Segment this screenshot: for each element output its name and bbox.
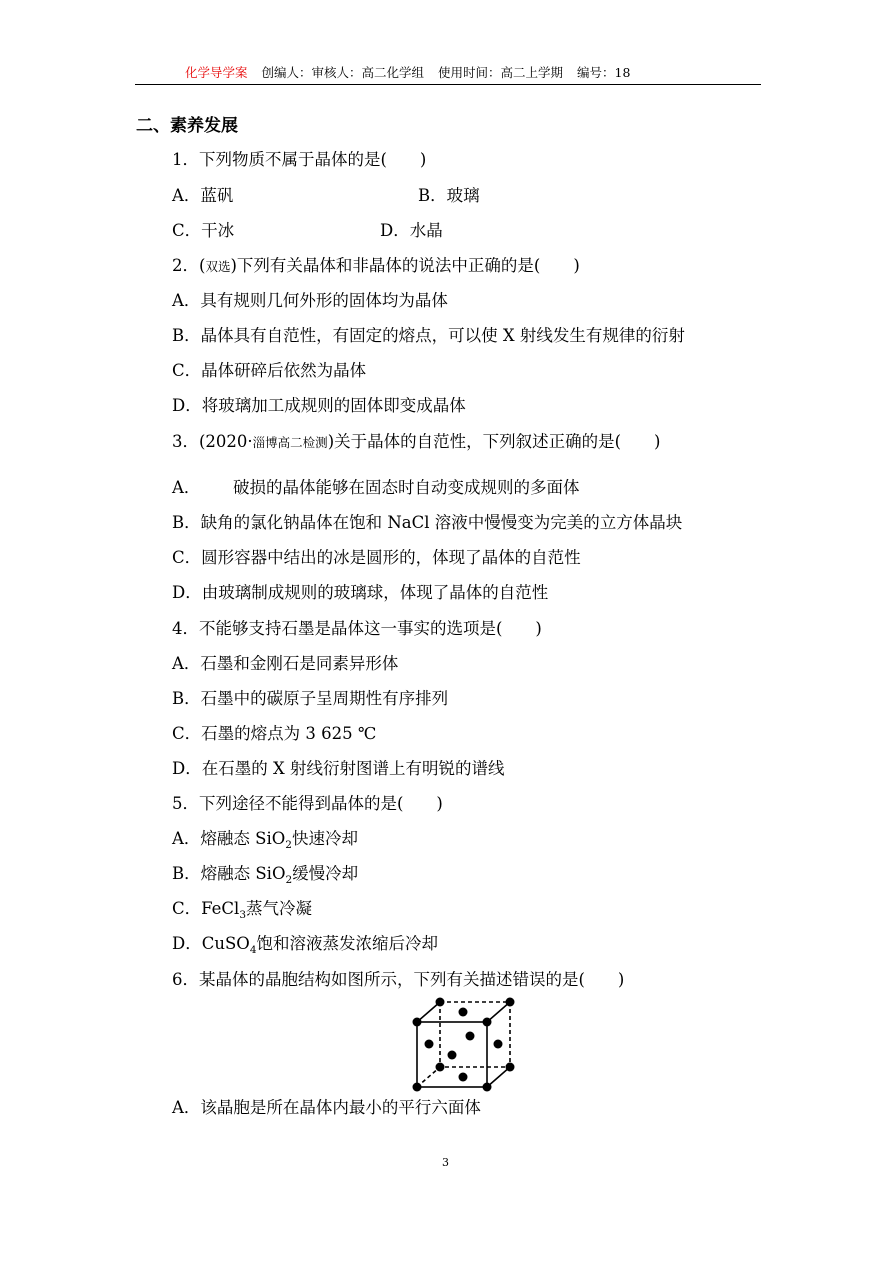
q5-b-rest: 缓慢冷却 — [292, 864, 359, 883]
atom-face-top — [459, 1008, 468, 1017]
q1-option-a: A．蓝矾 — [172, 186, 234, 205]
q5-a-rest: 快速冷却 — [291, 829, 358, 848]
q4-option-c: C．石墨的熔点为 3 625 ℃ — [172, 724, 377, 743]
section-title: 二、素养发展 — [136, 116, 238, 136]
q5-a-subscript: 2 — [285, 839, 292, 851]
atom-corner — [413, 1083, 422, 1092]
q3-option-d: D．由玻璃制成规则的玻璃球，体现了晶体的自范性 — [172, 583, 549, 602]
q3-text: )关于晶体的自范性，下列叙述正确的是( ) — [327, 432, 661, 451]
q4-option-a: A．石墨和金刚石是同素异形体 — [172, 654, 399, 673]
q2-tag: 双选 — [205, 259, 231, 274]
crystal-cell-diagram — [405, 992, 525, 1092]
header-title: 化学导学案 — [185, 65, 248, 80]
q5-option-c — [172, 898, 312, 920]
atom-face-bottom — [459, 1073, 468, 1082]
q3-number: 3．(2020· — [172, 432, 253, 451]
q5-option-b — [172, 863, 358, 885]
q1-option-c: C．干冰 — [172, 221, 235, 240]
cube-edge-tl — [417, 1002, 440, 1022]
atom-face-back — [466, 1032, 475, 1041]
q2-option-d: D．将玻璃加工成规则的固体即变成晶体 — [172, 396, 466, 415]
q2-option-b: B．晶体具有自范性，有固定的熔点，可以使 X 射线发生有规律的衍射 — [172, 326, 685, 345]
q5-d-rest: 饱和溶液蒸发浓缩后冷却 — [256, 934, 438, 953]
q3-option-b: B．缺角的氯化钠晶体在饱和 NaCl 溶液中慢慢变为完美的立方体晶块 — [172, 513, 683, 532]
q5-d-text: D．CuSO — [172, 934, 250, 953]
q5-a-text: A．熔融态 SiO — [172, 829, 286, 848]
q5-c-subscript: 3 — [239, 909, 247, 921]
q1-option-b: B．玻璃 — [418, 186, 480, 205]
q5-b-text: B．熔融态 SiO — [172, 864, 286, 883]
q6-stem: 6．某晶体的晶胞结构如图所示，下列有关描述错误的是( ) — [172, 970, 625, 989]
q1-option-d: D．水晶 — [380, 221, 443, 240]
atom-corner — [483, 1083, 492, 1092]
q5-option-a — [172, 828, 358, 850]
q3-stem — [172, 431, 661, 454]
q4-option-b: B．石墨中的碳原子呈周期性有序排列 — [172, 689, 449, 708]
q5-d-subscript: 4 — [249, 944, 257, 956]
cube-edge-bl — [417, 1067, 440, 1087]
atom-face-right — [494, 1040, 503, 1049]
cube-edge-br — [487, 1067, 510, 1087]
q4-stem: 4．不能够支持石墨是晶体这一事实的选项是( ) — [172, 619, 542, 638]
q3-option-a-label: A． — [172, 478, 201, 497]
atom-corner — [413, 1018, 422, 1027]
q3-option-c: C．圆形容器中结出的冰是圆形的，体现了晶体的自范性 — [172, 548, 581, 567]
page-number: 3 — [442, 1156, 449, 1169]
q6-option-a: A．该晶胞是所在晶体内最小的平行六面体 — [172, 1098, 481, 1117]
cube-edge-tr — [487, 1002, 510, 1022]
q2-number: 2．( — [172, 256, 206, 275]
atom-face-left — [425, 1040, 434, 1049]
atom-corner — [483, 1018, 492, 1027]
q5-c-rest: 蒸气冷凝 — [246, 899, 313, 918]
q1-stem: 1．下列物质不属于晶体的是( ) — [172, 150, 427, 169]
atom-face-front — [448, 1051, 457, 1060]
q5-option-d — [172, 933, 438, 955]
q2-text: )下列有关晶体和非晶体的说法中正确的是( ) — [230, 256, 580, 275]
q4-option-d: D．在石墨的 X 射线衍射图谱上有明锐的谱线 — [172, 759, 505, 778]
atom-corner — [436, 1063, 445, 1072]
page-header — [135, 64, 761, 85]
q2-option-a: A．具有规则几何外形的固体均为晶体 — [172, 291, 448, 310]
atom-corner — [436, 998, 445, 1007]
q3-tag: 淄博高二检测 — [252, 435, 328, 450]
atom-corner — [506, 1063, 515, 1072]
header-number: 编号：18 — [577, 65, 631, 80]
q2-stem — [172, 255, 580, 278]
q5-c-text: C．FeCl — [172, 899, 240, 918]
q2-option-c: C．晶体研碎后依然为晶体 — [172, 361, 367, 380]
atom-corner — [506, 998, 515, 1007]
q3-option-a: 破损的晶体能够在固态时自动变成规则的多面体 — [233, 478, 580, 497]
q5-b-subscript: 2 — [285, 874, 293, 886]
header-creator: 创编人：审核人：高二化学组 — [261, 65, 425, 80]
header-usage: 使用时间：高二上学期 — [438, 65, 564, 80]
q5-stem: 5．下列途径不能得到晶体的是( ) — [172, 794, 443, 813]
